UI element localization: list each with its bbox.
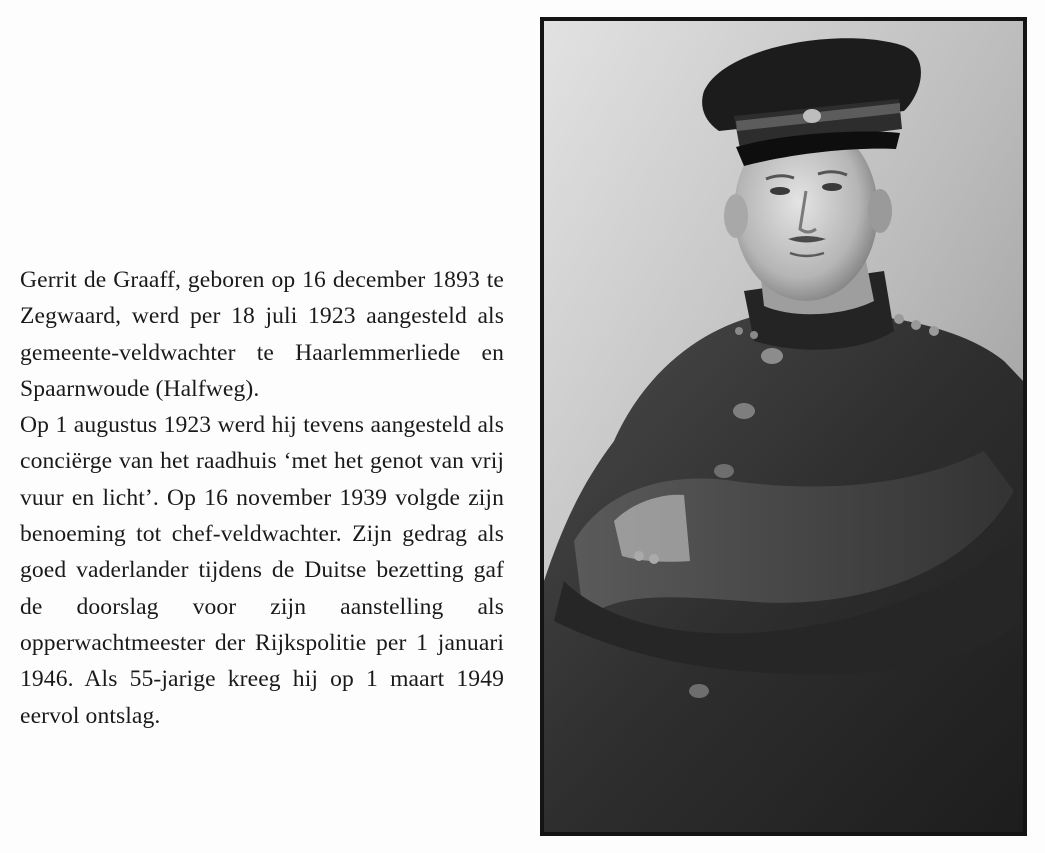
coat-button: [733, 403, 755, 419]
cap-badge: [803, 109, 821, 123]
caption-text: [20, 262, 504, 734]
portrait-photo: [540, 17, 1027, 836]
coat-button: [714, 464, 734, 478]
coat-button: [689, 684, 709, 698]
coat-button: [761, 348, 783, 364]
portrait-photo-icon: [544, 21, 1023, 832]
caption-paragraph-1: Gerrit de Graaff, geboren op 16 december 1893 te Zegwaard, werd per 18 juli 1923 aangesteld als gemeente-veldwachter te Haarlemmerliede en Spaarnwoude (Halfweg).: [20, 267, 504, 402]
caption-paragraph-2: Op 1 augustus 1923 werd hij tevens aangesteld als conciërge van het raadhuis ‘met het genot van vrij vuur en licht’. Op 16 november 1939 volgde zijn benoeming tot chef-veldwachter. Zijn gedrag als goed vaderlander tijdens de Duitse bezetting gaf de doorslag voor zijn aanstelling als opperwachtmeester der Rijkspolitie per 1 januari 1946. Als 55-jarige kreeg hij op 1 maart 1949 eervol ontslag.: [20, 412, 504, 729]
